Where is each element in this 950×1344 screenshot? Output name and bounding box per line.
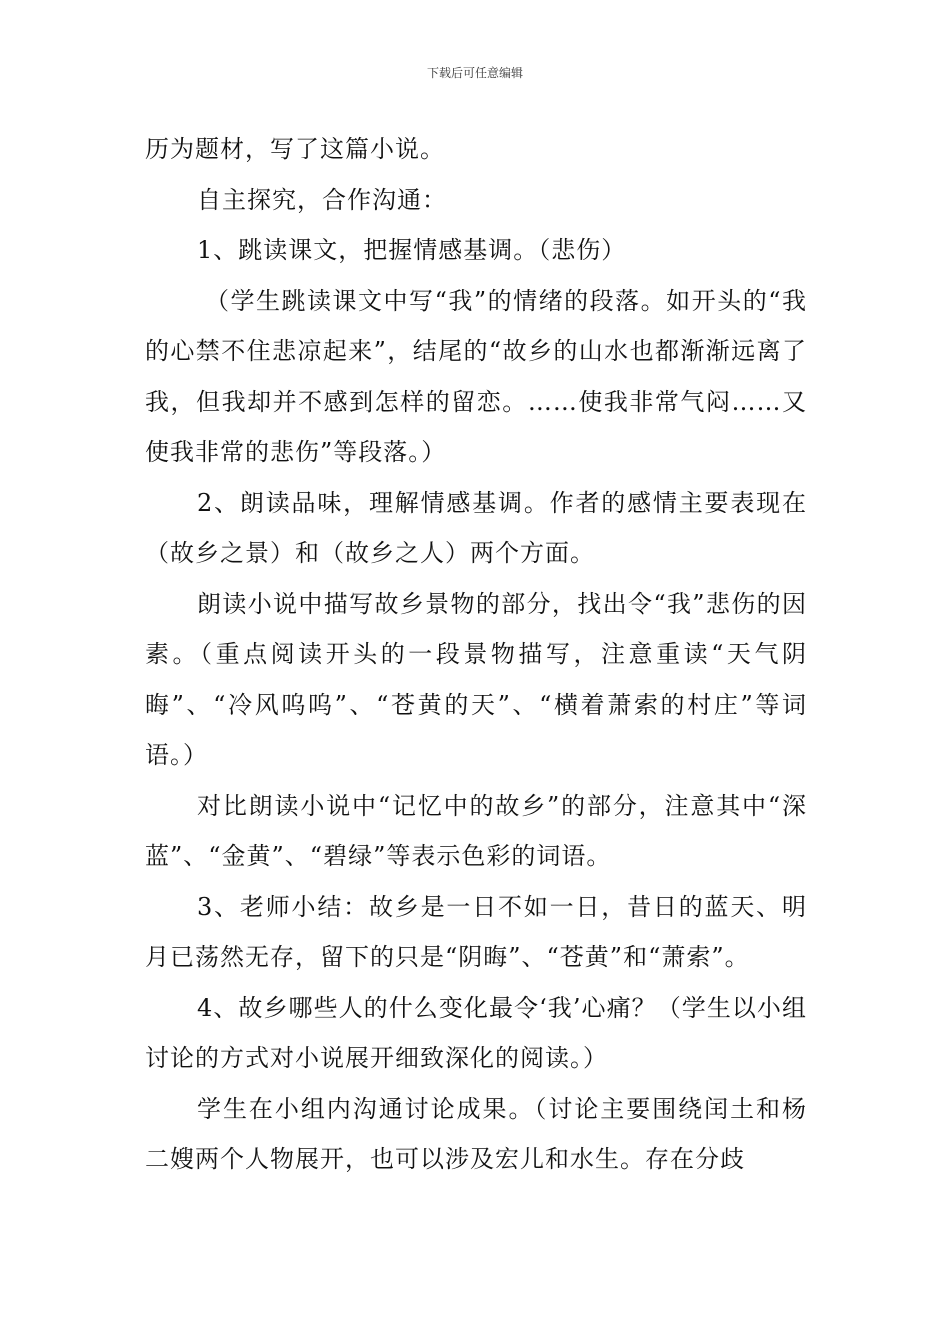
paragraph: 朗读小说中描写故乡景物的部分，找出令“我”悲伤的因素。（重点阅读开头的一段景物描写，注意重读“天气阴晦”、“冷风呜呜”、“苍黄的天”、“横着萧索的村庄”等词语。）: [145, 589, 807, 769]
paragraph: （学生跳读课文中写“我”的情绪的段落。如开头的“我的心禁不住悲凉起来”，结尾的“故乡的山水也都渐渐远离了我，但我却并不感到怎样的留恋。……使我非常气闷……又使我非常的悲伤”等段落。）: [145, 286, 807, 466]
paragraph: 对比朗读小说中“记忆中的故乡”的部分，注意其中“深蓝”、“金黄”、“碧绿”等表示色彩的词语。: [145, 791, 807, 870]
paragraph: 历为题材，写了这篇小说。: [145, 135, 445, 163]
page-header: 下载后可任意编辑: [426, 66, 523, 80]
paragraph: 3、老师小结：故乡是一日不如一日，昔日的蓝天、明月已荡然无存，留下的只是“阴晦”、“苍黄”和“萧索”。: [145, 892, 807, 971]
document-body: [145, 124, 807, 1185]
paragraph: 自主探究，合作沟通：: [197, 185, 447, 214]
paragraph: 4、故乡哪些人的什么变化最令‘我’心痛？（学生以小组讨论的方式对小说展开细致深化的阅读。）: [145, 993, 807, 1072]
paragraph: 2、朗读品味，理解情感基调。作者的感情主要表现在（故乡之景）和（故乡之人）两个方面。: [145, 488, 807, 567]
paragraph: 学生在小组内沟通讨论成果。（讨论主要围绕闰土和杨二嫂两个人物展开，也可以涉及宏儿和水生。存在分歧: [145, 1094, 807, 1173]
paragraph: 1、跳读课文，把握情感基调。（悲伤）: [197, 236, 627, 264]
